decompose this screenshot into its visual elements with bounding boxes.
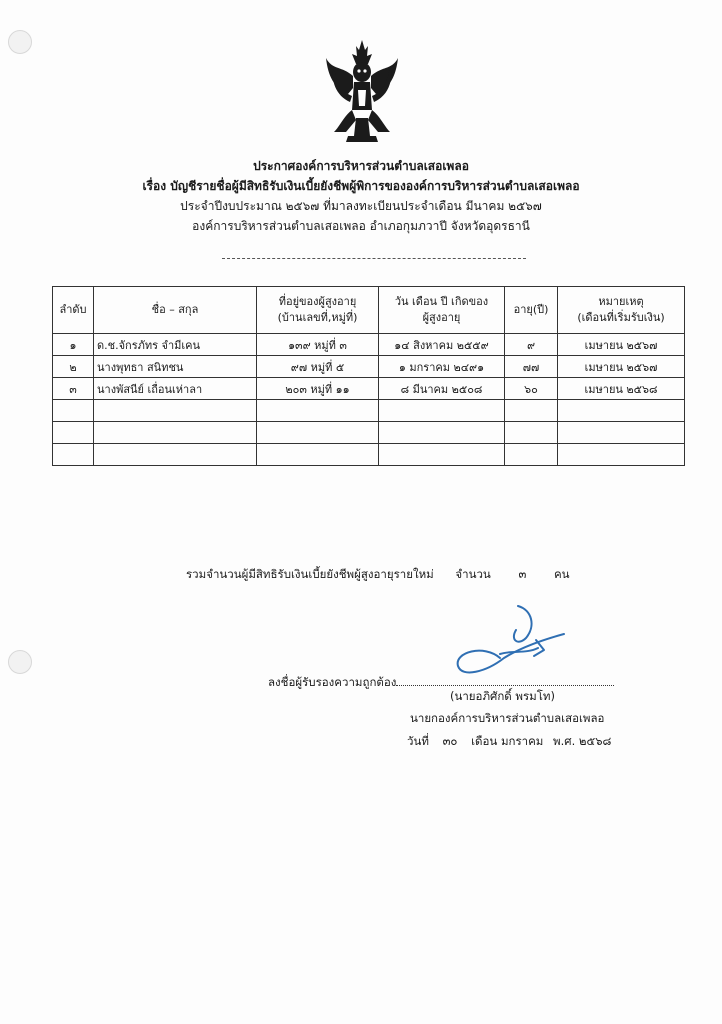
- row-age: [505, 422, 558, 444]
- row-age: ๖๐: [505, 378, 558, 400]
- summary-line: [186, 566, 570, 584]
- year-label: พ.ศ.: [553, 734, 576, 748]
- col-dob-header-line2: ผู้สูงอายุ: [422, 311, 461, 324]
- row-age: [505, 400, 558, 422]
- punch-hole: [8, 650, 32, 674]
- row-no: [53, 444, 94, 466]
- announcement-period: ประจำปีงบประมาณ ๒๕๖๗ ที่มาลงทะเบียนประจำเดือน มีนาคม ๒๕๖๗: [180, 199, 542, 213]
- row-no: ๒: [53, 356, 94, 378]
- row-address: [257, 400, 379, 422]
- month-label: เดือน: [471, 734, 498, 748]
- table-row: [53, 378, 685, 400]
- row-address: [257, 422, 379, 444]
- row-dob: [379, 422, 505, 444]
- table-row: [53, 444, 685, 466]
- row-remark: [558, 400, 685, 422]
- col-name-header: ชื่อ – สกุล: [94, 287, 257, 334]
- col-address-header-line1: ที่อยู่ของผู้สูงอายุ: [278, 295, 357, 308]
- row-name: นางพุทธา สนิทชน: [94, 356, 257, 378]
- col-remark-header-line2: (เดือนที่เริ่มรับเงิน): [577, 311, 665, 324]
- row-remark: เมษายน ๒๕๖๗: [558, 334, 685, 356]
- signer-position: นายกองค์การบริหารส่วนตำบลเสอเพลอ: [410, 711, 605, 725]
- announcement-org: องค์การบริหารส่วนตำบลเสอเพลอ อำเภอกุมภวาปี จังหวัดอุดรธานี: [192, 219, 530, 233]
- row-remark: [558, 422, 685, 444]
- garuda-emblem-icon: [322, 36, 402, 148]
- date-year: ๒๕๖๘: [578, 734, 612, 748]
- table-row: [53, 356, 685, 378]
- row-dob: ๘ มีนาคม ๒๕๐๘: [379, 378, 505, 400]
- announcement-title: ประกาศองค์การบริหารส่วนตำบลเสอเพลอ: [253, 159, 469, 173]
- col-dob-header-line1: วัน เดือน ปี เกิดของ: [394, 295, 489, 308]
- signature-date: [407, 733, 611, 751]
- date-label: วันที่: [407, 734, 429, 748]
- beneficiary-table: [52, 286, 685, 466]
- date-month: มกราคม: [500, 734, 544, 748]
- col-address-header: [257, 287, 379, 334]
- row-dob: [379, 400, 505, 422]
- col-remark-header-line1: หมายเหตุ: [598, 295, 644, 308]
- table-row: [53, 422, 685, 444]
- table-row: [53, 400, 685, 422]
- row-name: [94, 400, 257, 422]
- announcement-subject: เรื่อง บัญชีรายชื่อผู้มีสิทธิรับเงินเบี้ยยังชีพผู้พิการขององค์การบริหารส่วนตำบลเสอเพลอ: [142, 179, 580, 193]
- summary-text: รวมจำนวนผู้มีสิทธิรับเงินเบี้ยยังชีพผู้สูงอายุรายใหม่: [186, 567, 434, 581]
- row-age: [505, 444, 558, 466]
- row-no: [53, 400, 94, 422]
- col-no-header: ลำดับ: [53, 287, 94, 334]
- col-address-header-line2: (บ้านเลขที่,หมู่ที่): [277, 311, 358, 324]
- row-dob: ๑ มกราคม ๒๔๙๑: [379, 356, 505, 378]
- handwritten-signature: [440, 600, 580, 690]
- date-day: ๓๐: [442, 734, 458, 748]
- row-address: ๑๓๙ หมู่ที่ ๓: [257, 334, 379, 356]
- row-no: [53, 422, 94, 444]
- row-address: [257, 444, 379, 466]
- row-address: ๒๐๓ หมู่ที่ ๑๑: [257, 378, 379, 400]
- row-remark: [558, 444, 685, 466]
- row-name: ด.ช.จักรภัทร จำมีเคน: [94, 334, 257, 356]
- row-remark: เมษายน ๒๕๖๗: [558, 356, 685, 378]
- punch-hole: [8, 30, 32, 54]
- row-no: ๑: [53, 334, 94, 356]
- row-dob: [379, 444, 505, 466]
- summary-count-label: จำนวน: [455, 567, 491, 581]
- signer-name: (นายอภิศักดิ์ พรมโท): [450, 689, 555, 703]
- row-dob: ๑๔ สิงหาคม ๒๕๕๙: [379, 334, 505, 356]
- row-remark: เมษายน ๒๕๖๘: [558, 378, 685, 400]
- row-name: นางพัสนีย์ เถื่อนเห่าลา: [94, 378, 257, 400]
- col-age-header: อายุ(ปี): [505, 287, 558, 334]
- summary-unit: คน: [553, 567, 570, 581]
- row-name: [94, 422, 257, 444]
- col-dob-header: [379, 287, 505, 334]
- table-header-row: [53, 287, 685, 334]
- certify-label: ลงชื่อผู้รับรองความถูกต้อง: [268, 675, 397, 689]
- row-age: ๗๗: [505, 356, 558, 378]
- table-row: [53, 334, 685, 356]
- row-address: ๙๗ หมู่ที่ ๕: [257, 356, 379, 378]
- header-divider: [222, 258, 526, 259]
- row-no: ๓: [53, 378, 94, 400]
- summary-count: ๓: [518, 567, 527, 581]
- col-remark-header: [558, 287, 685, 334]
- row-name: [94, 444, 257, 466]
- row-age: ๙: [505, 334, 558, 356]
